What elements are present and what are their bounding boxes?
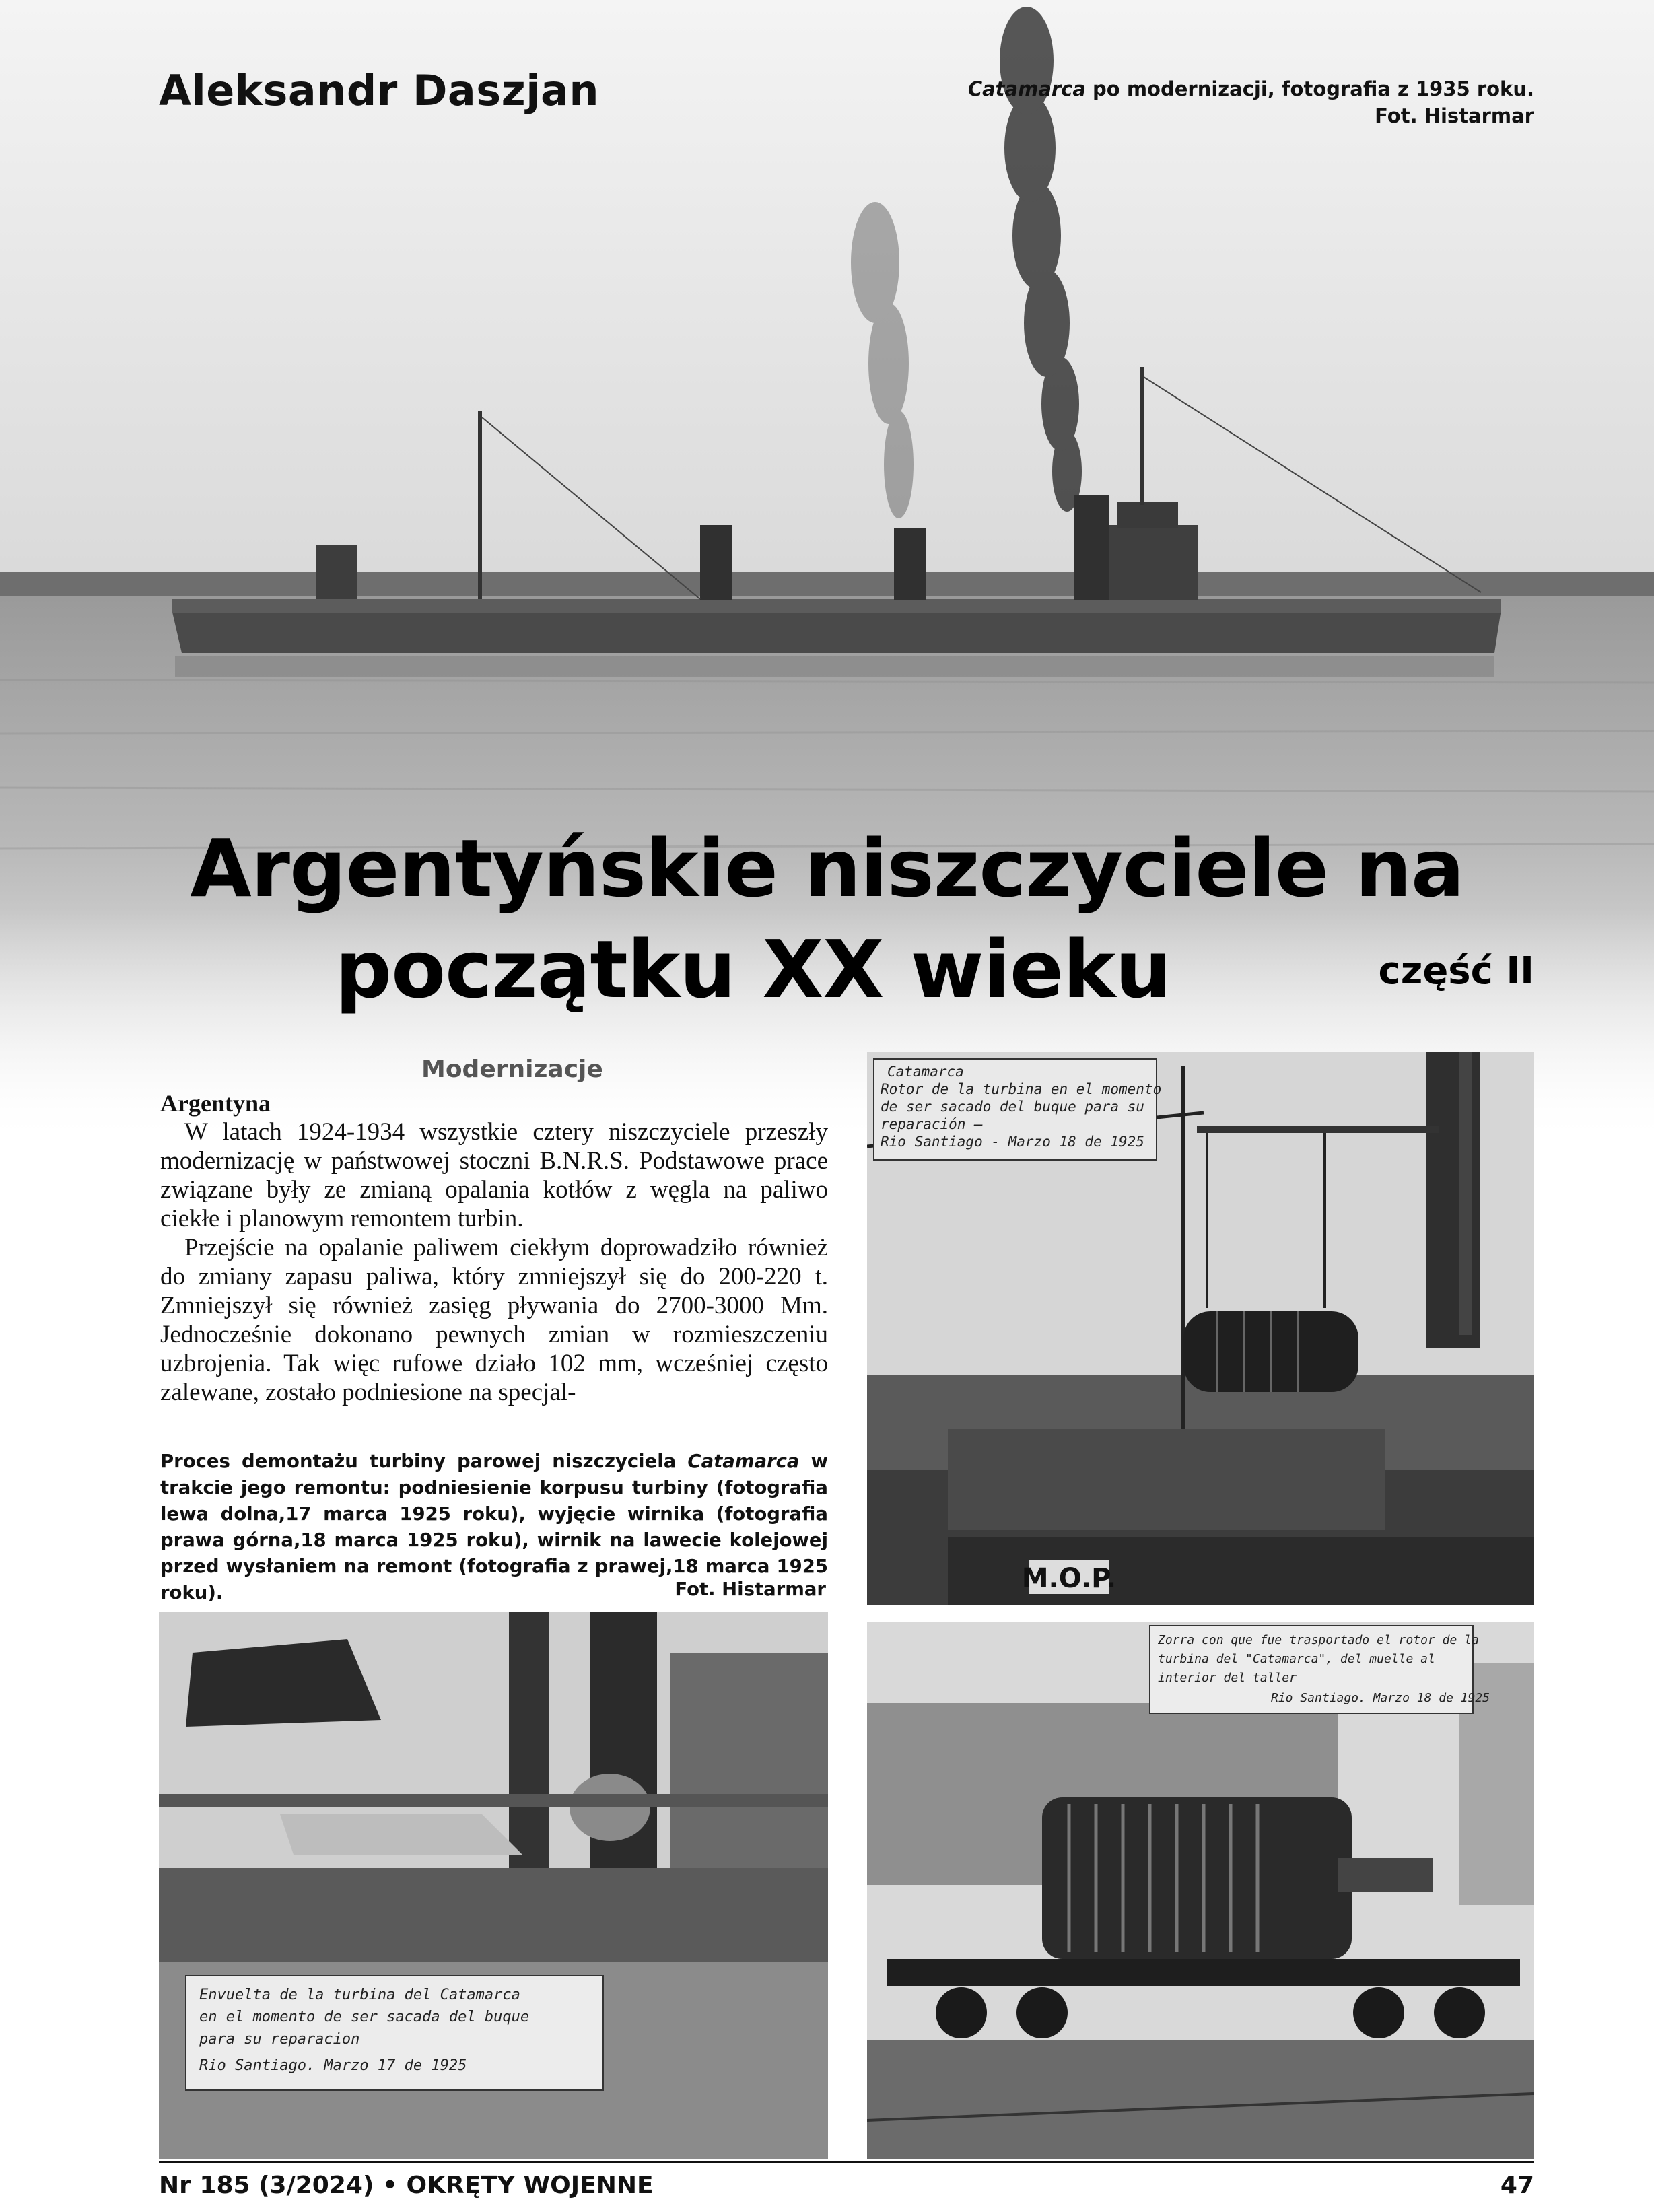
hero-caption-text: po modernizacji, fotografia z 1935 roku. (1085, 77, 1534, 100)
bottom-right-handnote: Zorra con que fue trasportado el rotor de la turbina del "Catamarca", del muelle al interior del taller Rio Santiago. Marzo 18 de 1925 (1158, 1633, 1490, 1705)
bottom-left-handnote: Envuelta de la turbina del Catamarca en el momento de ser sacada del buque para su reparacion Rio Santiago. Marzo 17 de 1925 (199, 1986, 530, 2074)
hero-photo-caption (968, 75, 1534, 129)
author-name: Aleksandr Daszjan (159, 66, 599, 115)
mop-sign: M.O.P. (1021, 1563, 1117, 1594)
footer-rule (159, 2161, 1534, 2163)
photo-rotor-lift (867, 1052, 1534, 1605)
paragraph: Przejście na opalanie paliwem ciekłym doprowadziło również do zmiany zapasu paliwa, który zmniejszył się do 200-220 t. Zmniejszył się również zasięg pływania do 2700-3000 Mm. Jednocześnie dokonano pewnych zmian w rozmieszczeniu uzbrojenia. Tak więc rufowe działo 102 mm, wcześniej często zalewane, zostało podniesione na specjal- (160, 1234, 828, 1406)
title-line-1: Argentyńskie niszczyciele na (190, 822, 1464, 915)
page-number: 47 (1500, 2172, 1534, 2199)
title-line-2: początku XX wieku (335, 923, 1171, 1016)
paragraph: W latach 1924-1934 wszystkie cztery niszczyciele przeszły modernizację w państwowej stoczni B.N.R.S. Podstawowe prace związane były ze zmianą opalania kotłów z węgla na paliwo ciekłe i planowym remontem turbin. (160, 1118, 828, 1233)
hero-caption-ship-name: Catamarca (967, 77, 1086, 100)
article-part: część II (1378, 949, 1534, 993)
hero-caption-credit: Fot. Histarmar (1375, 104, 1534, 127)
photo-caption-text: Proces demontażu turbiny parowej niszczyciela (160, 1451, 688, 1472)
section-heading: Modernizacje (421, 1056, 603, 1083)
photo-casing-lift (159, 1612, 828, 2159)
subsection-heading: Argentyna (160, 1090, 271, 1117)
photo-caption-ship-name: Catamarca (687, 1451, 800, 1472)
top-right-handnote: Catamarca Rotor de la turbina en el momento de ser sacado del buque para su reparación – Rio Santiago - Marzo 18 de 1925 (881, 1064, 1162, 1150)
photo-credit: Fot. Histarmar (675, 1579, 826, 1600)
photo-rotor-cart (867, 1622, 1534, 2159)
footer-issue: Nr 185 (3/2024) • OKRĘTY WOJENNE (159, 2172, 654, 2199)
photo-caption-text-cont: w trakcie jego remontu: podniesienie korpusu turbiny (fotografia lewa dolna,17 marca 1925 roku), wyjęcie wirnika (fotografia prawa górna,18 marca 1925 roku), wirnik na lawecie kolejowej przed wysłaniem na remont (fotografia z prawej,18 marca 1925 roku). (160, 1451, 829, 1603)
article-body (160, 1117, 828, 1407)
